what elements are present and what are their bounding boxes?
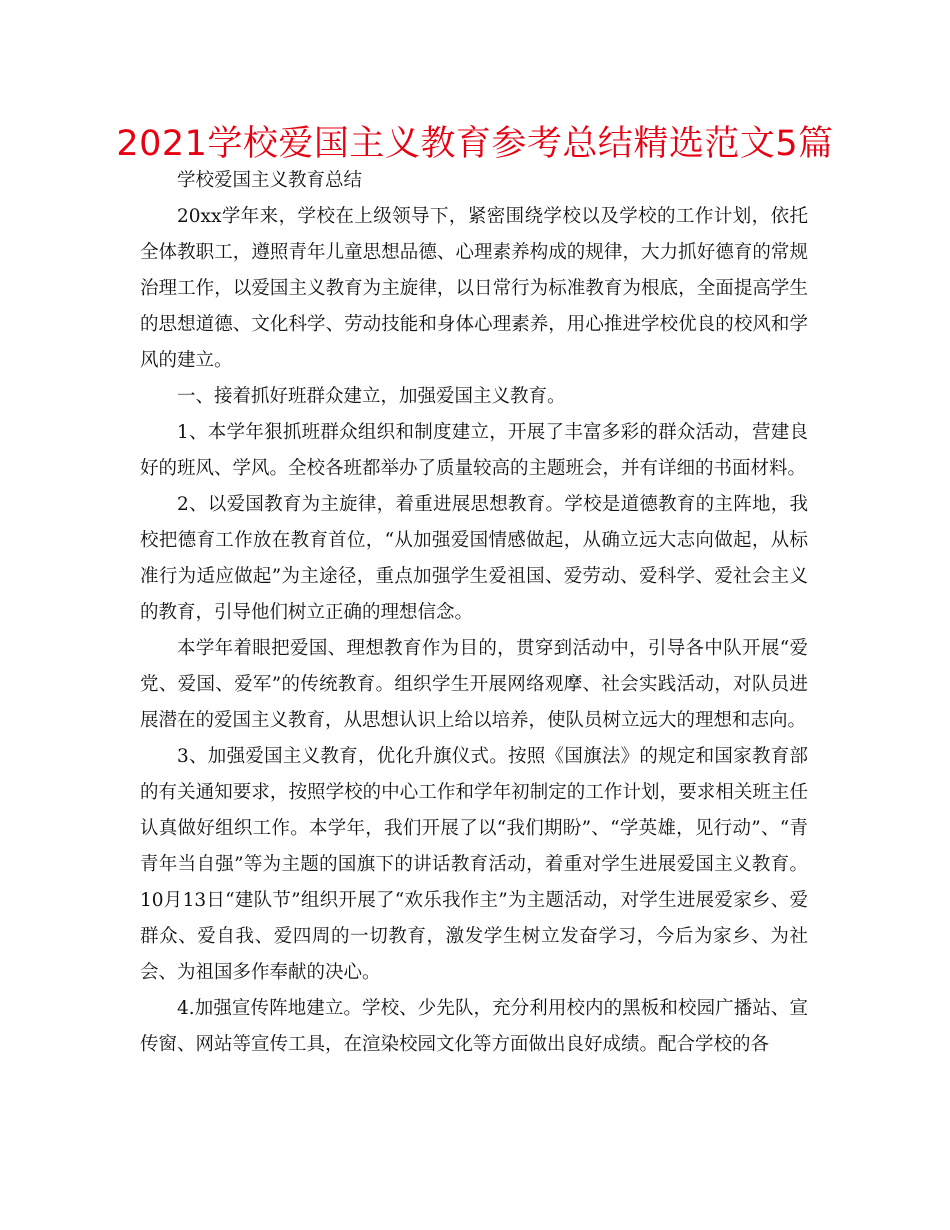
- paragraph: 一、接着抓好班群众建立，加强爱国主义教育。: [177, 386, 566, 407]
- paragraph: 20xx学年来，学校在上级领导下，紧密围绕学校以及学校的工作计划，依托全体教职工，遵照青年儿童思想品德、心理素养构成的规律，大力抓好德育的常规治理工作，以爱国主义教育为主旋律，以日常行为标准教育为根底，全面提高学生的思想道德、文化科学、劳动技能和身体心理素养，用心推进学校优良的校风和学风的建立。: [140, 206, 808, 371]
- paragraph: 本学年着眼把爱国、理想教育作为目的，贯穿到活动中，引导各中队开展“爱党、爱国、爱军”的传统教育。组织学生开展网络观摩、社会实践活动，对队员进展潜在的爱国主义教育，从思想认识上给以培养，使队员树立远大的理想和志向。: [140, 638, 808, 731]
- paragraph: 2、以爱国教育为主旋律，着重进展思想教育。学校是道德教育的主阵地，我校把德育工作放在教育首位，“从加强爱国情感做起，从确立远大志向做起，从标准行为适应做起”为主途径，重点加强学生爱祖国、爱劳动、爱科学、爱社会主义的教育，引导他们树立正确的理想信念。: [140, 494, 808, 623]
- document-body: [140, 163, 808, 1063]
- paragraph: 3、加强爱国主义教育，优化升旗仪式。按照《国旗法》的规定和国家教育部的有关通知要求，按照学校的中心工作和学年初制定的工作计划，要求相关班主任认真做好组织工作。本学年，我们开展了以“我们期盼”、“学英雄，见行动”、“青青年当自强”等为主题的国旗下的讲话教育活动，着重对学生进展爱国主义教育。10月13日“建队节”组织开展了“欢乐我作主”为主题活动，对学生进展爱家乡、爱群众、爱自我、爱四周的一切教育，激发学生树立发奋学习，今后为家乡、为社会、为祖国多作奉献的决心。: [140, 746, 808, 983]
- document-title: 2021学校爱国主义教育参考总结精选范文5篇: [116, 124, 834, 164]
- paragraph: 4.加强宣传阵地建立。学校、少先队，充分利用校内的黑板和校园广播站、宣传窗、网站等宣传工具，在渲染校园文化等方面做出良好成绩。配合学校的各: [140, 998, 808, 1055]
- paragraph: 1、本学年狠抓班群众组织和制度建立，开展了丰富多彩的群众活动，营建良好的班风、学风。全校各班都举办了质量较高的主题班会，并有详细的书面材料。: [140, 422, 808, 479]
- section-heading: 学校爱国主义教育总结: [177, 170, 363, 191]
